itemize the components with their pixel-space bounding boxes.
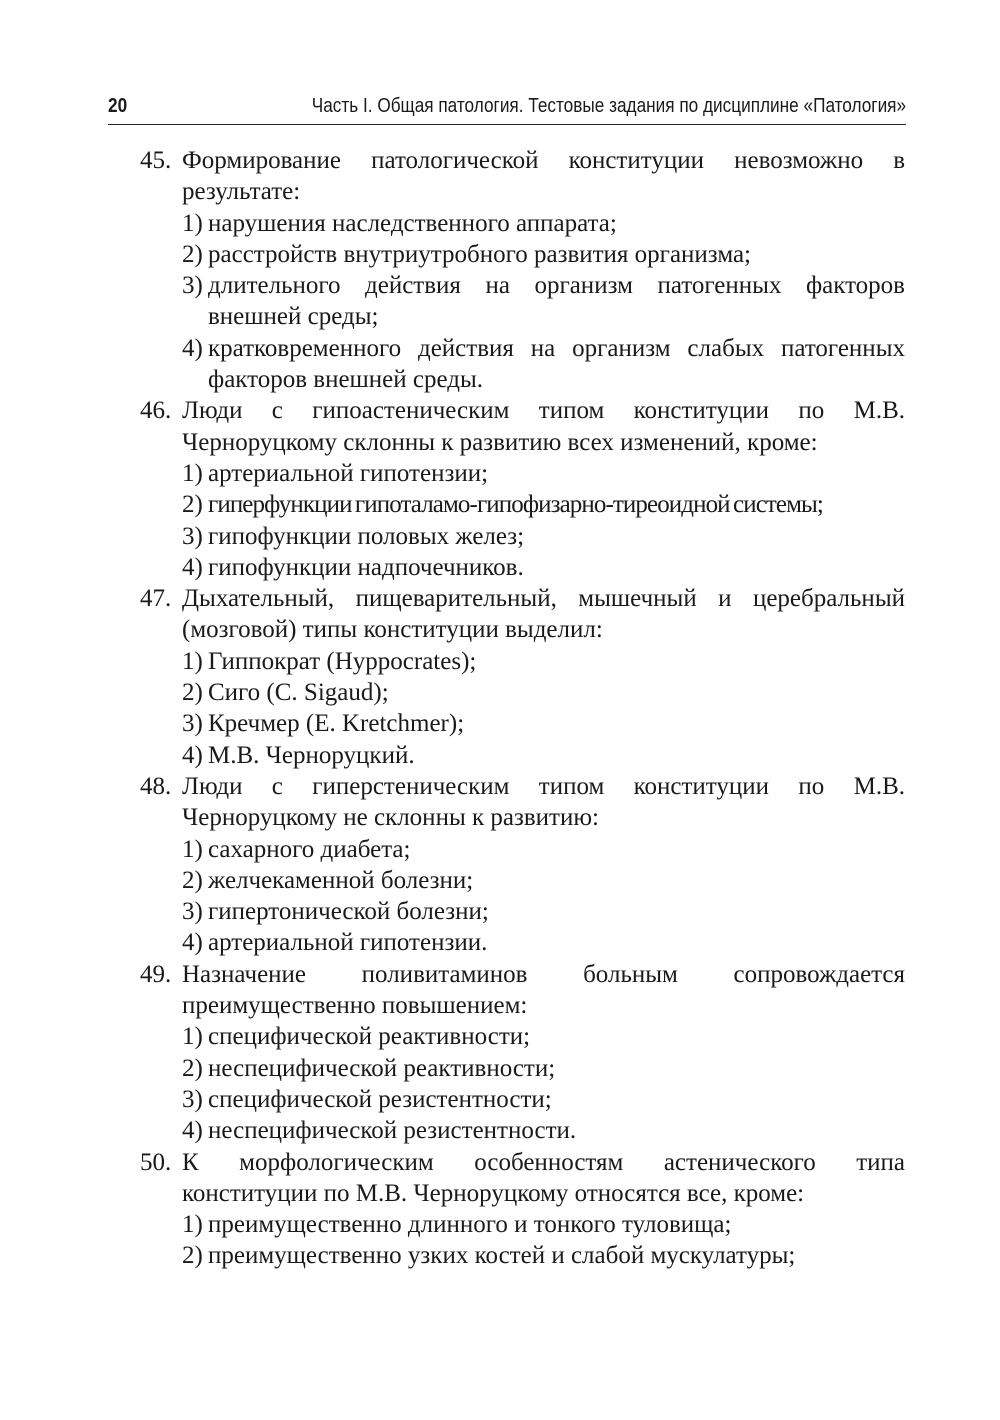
option-text: Гиппократ (Hyppocrates); bbox=[208, 647, 477, 675]
option-number: 4) bbox=[182, 741, 203, 769]
option-text: артериальной гипотензии. bbox=[208, 929, 488, 957]
option-text: Сиго (C. Sigaud); bbox=[208, 679, 389, 707]
option-text: гиперфункции гипоталамо-гипофизарно-тиреоидной системы; bbox=[208, 491, 823, 519]
answer-option bbox=[140, 1053, 905, 1084]
option-number: 2) bbox=[182, 1242, 203, 1270]
question-text: Назначение поливитаминов больным сопровождается преимущественно повышением: bbox=[182, 960, 905, 1020]
answer-option bbox=[140, 458, 905, 489]
option-text: Кречмер (E. Kretchmer); bbox=[208, 710, 465, 738]
question-49 bbox=[140, 959, 905, 1022]
question-number: 47. bbox=[140, 585, 172, 613]
answer-option bbox=[140, 489, 905, 520]
answer-option bbox=[140, 1084, 905, 1115]
question-text: Формирование патологической конституции невозможно в результате: bbox=[182, 147, 905, 206]
option-text: нарушения наследственного аппарата; bbox=[208, 209, 617, 237]
question-number: 46. bbox=[140, 397, 172, 425]
option-text: расстройств внутриутробного развития организма; bbox=[208, 240, 752, 268]
question-text: Люди с гиперстеническим типом конституции по М.В. Черноруцкому не склонны к развитию: bbox=[182, 772, 905, 832]
page-number: 20 bbox=[108, 95, 128, 117]
answer-option bbox=[140, 896, 905, 927]
question-number: 49. bbox=[140, 960, 172, 988]
answer-option bbox=[140, 834, 905, 865]
answer-option bbox=[140, 1115, 905, 1146]
question-46 bbox=[140, 395, 905, 458]
option-number: 3) bbox=[182, 522, 203, 550]
question-text: Люди с гипоастеническим типом конституции по М.В. Черноруцкому склонны к развитию всех изменений, кроме: bbox=[182, 397, 905, 456]
option-number: 1) bbox=[182, 1023, 203, 1051]
answer-option bbox=[140, 865, 905, 896]
question-text: Дыхательный, пищеварительный, мышечный и церебральный (мозговой) типы конституции выделил: bbox=[182, 585, 905, 644]
option-number: 2) bbox=[182, 491, 203, 519]
option-text: гипертонической болезни; bbox=[208, 898, 489, 926]
option-text: М.В. Черноруцкий. bbox=[208, 741, 415, 769]
question-number: 50. bbox=[140, 1148, 172, 1176]
question-47 bbox=[140, 583, 905, 646]
running-title: Часть I. Общая патология. Тестовые задания по дисциплине «Патология» bbox=[311, 95, 906, 117]
option-number: 4) bbox=[182, 929, 203, 957]
option-text: специфической резистентности; bbox=[208, 1085, 552, 1113]
option-text: кратковременного действия на организм слабых патогенных факторов внешней среды. bbox=[208, 334, 905, 394]
answer-option bbox=[140, 646, 905, 677]
question-number: 45. bbox=[140, 147, 172, 174]
option-number: 1) bbox=[182, 209, 203, 237]
answer-option bbox=[140, 208, 905, 239]
answer-option bbox=[140, 239, 905, 270]
option-text: преимущественно длинного и тонкого туловища; bbox=[208, 1211, 732, 1239]
option-number: 3) bbox=[182, 1085, 203, 1113]
answer-option bbox=[140, 1209, 905, 1240]
option-text: длительного действия на организм патогенных факторов внешней среды; bbox=[208, 272, 905, 331]
question-48 bbox=[140, 771, 905, 834]
option-number: 3) bbox=[182, 710, 203, 738]
option-text: гипофункции надпочечников. bbox=[208, 553, 524, 581]
option-text: сахарного диабета; bbox=[208, 835, 411, 863]
question-number: 48. bbox=[140, 772, 172, 800]
option-text: гипофункции половых желез; bbox=[208, 522, 525, 550]
option-number: 4) bbox=[182, 334, 203, 362]
option-text: артериальной гипотензии; bbox=[208, 459, 489, 487]
option-number: 2) bbox=[182, 866, 203, 894]
option-number: 2) bbox=[182, 1054, 203, 1082]
question-45 bbox=[140, 145, 905, 208]
answer-option bbox=[140, 677, 905, 708]
answer-option bbox=[140, 333, 905, 396]
option-number: 4) bbox=[182, 553, 203, 581]
page-header bbox=[108, 92, 906, 125]
question-50 bbox=[140, 1147, 905, 1210]
answer-option bbox=[140, 1240, 905, 1271]
option-number: 3) bbox=[182, 272, 203, 300]
option-number: 2) bbox=[182, 679, 203, 707]
answer-option bbox=[140, 740, 905, 771]
option-text: специфической реактивности; bbox=[208, 1023, 531, 1051]
option-text: неспецифической резистентности. bbox=[208, 1117, 577, 1145]
option-number: 1) bbox=[182, 459, 203, 487]
question-list bbox=[140, 145, 905, 1272]
answer-option bbox=[140, 708, 905, 739]
option-text: неспецифической реактивности; bbox=[208, 1054, 556, 1082]
answer-option bbox=[140, 927, 905, 958]
option-text: желчекаменной болезни; bbox=[208, 866, 474, 894]
answer-option bbox=[140, 552, 905, 583]
option-number: 1) bbox=[182, 835, 203, 863]
option-number: 1) bbox=[182, 647, 203, 675]
answer-option bbox=[140, 270, 905, 333]
option-number: 4) bbox=[182, 1117, 203, 1145]
option-text: преимущественно узких костей и слабой мускулатуры; bbox=[208, 1242, 796, 1270]
answer-option bbox=[140, 1021, 905, 1052]
question-text: К морфологическим особенностям астенического типа конституции по М.В. Черноруцкому относятся все, кроме: bbox=[182, 1148, 905, 1207]
option-number: 2) bbox=[182, 240, 203, 268]
answer-option bbox=[140, 521, 905, 552]
option-number: 3) bbox=[182, 898, 203, 926]
option-number: 1) bbox=[182, 1211, 203, 1239]
